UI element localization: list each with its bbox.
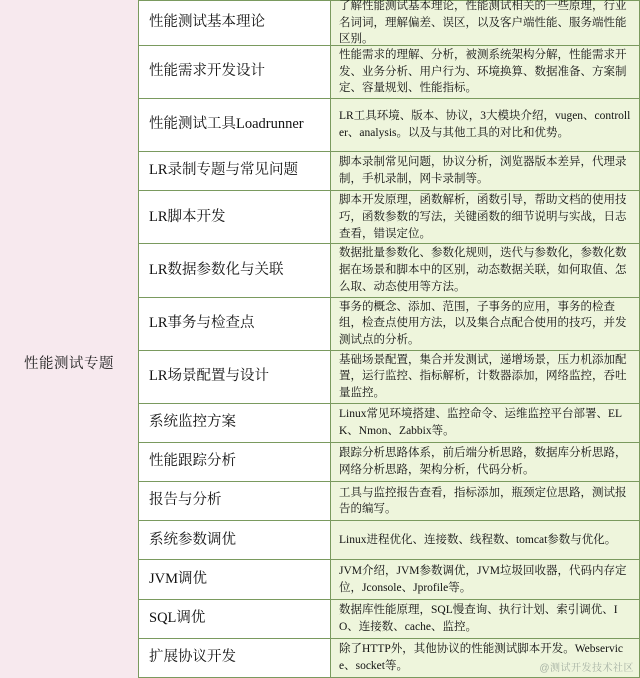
table-row: [139, 482, 639, 521]
table-row: [139, 244, 639, 297]
topic-cell: 性能跟踪分析: [139, 443, 331, 481]
topic-cell: 扩展协议开发: [139, 639, 331, 677]
topic-cell: LR脚本开发: [139, 191, 331, 243]
topic-cell: LR数据参数化与关联: [139, 244, 331, 296]
table-row: [139, 351, 639, 404]
description-cell: 基础场景配置，集合并发测试，递增场景，压力机添加配置，运行监控、指标解析，计数器添加，网络监控，吞吐量监控。: [331, 351, 639, 403]
group-label-column: [0, 0, 138, 678]
description-cell: 跟踪分析思路体系，前后端分析思路，数据库分析思路，网络分析思路，架构分析，代码分析。: [331, 443, 639, 481]
table-row: [139, 191, 639, 244]
topic-cell: 性能需求开发设计: [139, 46, 331, 98]
description-cell: Linux常见环境搭建、监控命令、运维监控平台部署、ELK、Nmon、Zabbix等。: [331, 404, 639, 442]
description-cell: 性能需求的理解、分析，被测系统架构分解，性能需求开发、业务分析、用户行为、环境换算、数据准备、方案制定、容量规划、性能指标。: [331, 46, 639, 98]
topic-cell: 报告与分析: [139, 482, 331, 520]
description-cell: Linux进程优化、连接数、线程数、tomcat参数与优化。: [331, 521, 639, 559]
description-cell: 除了HTTP外，其他协议的性能测试脚本开发。Webservice、socket等。: [331, 639, 639, 677]
table-row: [139, 1, 639, 46]
topic-cell: LR录制专题与常见问题: [139, 152, 331, 190]
description-cell: 数据库性能原理，SQL慢查询、执行计划、索引调优、IO、连接数、cache、监控。: [331, 600, 639, 638]
group-label: 性能测试专题: [24, 356, 114, 372]
table-row: [139, 443, 639, 482]
table-row: [139, 639, 639, 678]
description-cell: 脚本录制常见问题，协议分析，浏览器版本差异，代理录制，手机录制，网卡录制等。: [331, 152, 639, 190]
description-cell: 脚本开发原理，函数解析，函数引导，帮助文档的使用技巧，函数参数的写法，关键函数的细节说明与实战，日志查看，错误定位。: [331, 191, 639, 243]
description-cell: 事务的概念、添加、范围，子事务的应用，事务的检查组，检查点使用方法，以及集合点配合使用的技巧，并发测试点的分析。: [331, 298, 639, 350]
description-cell: 工具与监控报告查看，指标添加，瓶颈定位思路，测试报告的编写。: [331, 482, 639, 520]
description-cell: 了解性能测试基本理论，性能测试相关的一些原理，行业名词词，理解偏差、误区，以及客户端性能、服务端性能区别。: [331, 1, 639, 45]
table-row: [139, 560, 639, 599]
table-row: [139, 152, 639, 191]
topic-cell: 性能测试基本理论: [139, 1, 331, 45]
table-row: [139, 600, 639, 639]
topic-cell: LR事务与检查点: [139, 298, 331, 350]
topic-cell: LR场景配置与设计: [139, 351, 331, 403]
description-cell: JVM介绍，JVM参数调优，JVM垃圾回收器，代码内存定位，Jconsole、Jprofile等。: [331, 560, 639, 598]
table-row: [139, 298, 639, 351]
table-row: [139, 99, 639, 152]
topic-cell: SQL调优: [139, 600, 331, 638]
topic-cell: 系统监控方案: [139, 404, 331, 442]
description-cell: 数据批量参数化、参数化规则，迭代与参数化，参数化数据在场景和脚本中的区别，动态数据关联，如何取值、怎么取、动态使用等方法。: [331, 244, 639, 296]
table-row: [139, 404, 639, 443]
table-row: [139, 46, 639, 99]
topic-cell: 系统参数调优: [139, 521, 331, 559]
table-row: [139, 521, 639, 560]
description-cell: LR工具环境、版本、协议，3大模块介绍，vugen、controller、analysis。以及与其他工具的对比和优势。: [331, 99, 639, 151]
watermark: @测试开发技术社区: [539, 663, 634, 674]
topic-cell: JVM调优: [139, 560, 331, 598]
curriculum-table: [138, 0, 640, 678]
topic-cell: 性能测试工具Loadrunner: [139, 99, 331, 151]
